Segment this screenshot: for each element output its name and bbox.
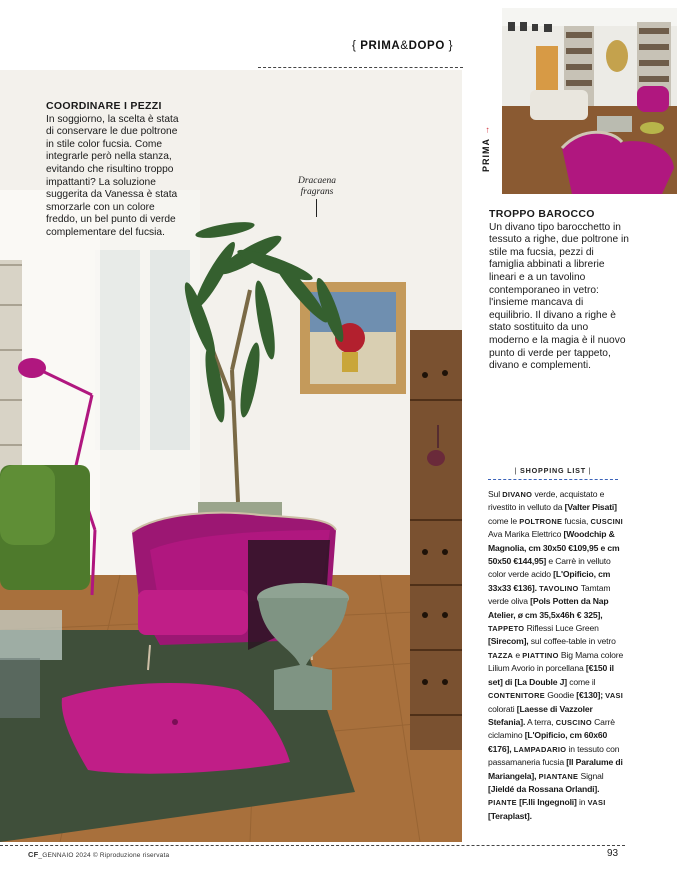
shopping-item-key: VASI bbox=[587, 798, 606, 808]
plant-label-line1: Dracaena bbox=[298, 176, 336, 186]
shopping-list-title: | SHOPPING LIST | bbox=[514, 466, 592, 475]
shopping-item-pre: Sul bbox=[488, 489, 503, 499]
shopping-item-key: PIATTINO bbox=[522, 650, 559, 660]
shopping-item-src: [Jieldé da Rossana Orlandi]. bbox=[488, 783, 600, 794]
shopping-list-item bbox=[488, 516, 590, 526]
shopping-item-src: [Pols Potten da Nap Atelier, ø cm 35,5x46h € 325], bbox=[488, 596, 609, 620]
shopping-item-key: CUSCINI bbox=[590, 516, 623, 526]
shopping-item-src: [F.lli Ingegnoli] bbox=[519, 797, 577, 808]
shopping-item-pre: sul coffee-table in vetro bbox=[528, 636, 616, 647]
shopping-item-src: [Il Paralume di Mariangela], bbox=[488, 757, 623, 781]
shopping-item-src: [Woodchip & Magnolia, cm 30x50 €109,95 e cm 50x50 €144,95] bbox=[488, 529, 620, 567]
shopping-item-text: Signal bbox=[578, 770, 604, 781]
shopping-item-src: [Valter Pisati] bbox=[564, 502, 617, 513]
shopping-item-text: Carrè ciclamino bbox=[488, 716, 615, 741]
shopping-item-key: CONTENITORE bbox=[488, 691, 545, 701]
plant-label bbox=[292, 176, 342, 198]
shopping-item-key: DIVANO bbox=[502, 490, 533, 499]
before-label bbox=[481, 125, 491, 172]
header-dopo: DOPO bbox=[408, 40, 445, 52]
shopping-item-key: TAVOLINO bbox=[539, 583, 579, 593]
plant-label-line2: fragrans bbox=[300, 187, 334, 197]
shopping-item-src: [L'Opificio, cm 60x60 €176], bbox=[488, 730, 608, 754]
shopping-item-pre: A terra, bbox=[525, 716, 556, 727]
page-number: 93 bbox=[607, 848, 619, 859]
shopping-item-key: TAZZA bbox=[488, 650, 514, 660]
shopping-item-key: VASI bbox=[605, 691, 624, 701]
main-caption-title: COORDINARE I PEZZI bbox=[46, 100, 162, 112]
shopping-item-key: CUSCINO bbox=[555, 717, 592, 727]
before-caption-title: TROPPO BAROCCO bbox=[489, 208, 595, 220]
shopping-item-key: TAPPETO bbox=[488, 624, 525, 634]
shopping-item-src: [Laesse di Vazzoler Stefania]. bbox=[488, 703, 593, 727]
shopping-item-text: Ava Marika Elettrico bbox=[488, 529, 564, 540]
before-photo bbox=[502, 8, 677, 194]
shopping-item-src: [Teraplast]. bbox=[488, 810, 532, 821]
shopping-item-text: fucsia, bbox=[562, 515, 591, 526]
shopping-item-key: LAMPADARIO bbox=[513, 744, 567, 754]
main-caption bbox=[46, 100, 186, 240]
shopping-item-pre: in bbox=[576, 797, 588, 808]
shopping-list-heading: SHOPPING LIST bbox=[520, 466, 586, 475]
shopping-item-text: in tessuto con passamaneria fucsia bbox=[488, 743, 620, 768]
shopping-list-item bbox=[488, 797, 577, 807]
shopping-item-text: Big Mama colore Lilium Avorio in porcellana bbox=[488, 649, 624, 674]
shopping-item-text: e bbox=[513, 649, 523, 660]
shopping-list-item bbox=[488, 489, 617, 512]
main-caption-body: In soggiorno, la scelta è stata di conservare le due poltrone in stile color fucsia. Come integrarle però nella stanza, evitando che risultino troppo impattanti? La soluzione suggerita da Vanessa è stata smorzarle con un colore freddo, un bel punto di verde complementare del fucsia. bbox=[46, 113, 179, 238]
shopping-list-body bbox=[488, 488, 624, 823]
header-brace-open: { bbox=[352, 40, 357, 52]
footer-issue: _GENNAIO 2024 bbox=[38, 852, 91, 859]
arrow-right-icon: → bbox=[481, 124, 491, 135]
shopping-item-text: Tamtam verde oliva bbox=[488, 582, 611, 607]
before-label-text: PRIMA bbox=[481, 138, 491, 172]
shopping-item-src: [L'Opificio, cm 33x33 €136]. bbox=[488, 569, 611, 593]
section-header bbox=[352, 40, 453, 52]
footer-credit bbox=[28, 850, 169, 859]
shopping-item-text: Goodie bbox=[544, 690, 577, 701]
shopping-item-src: [€150 il set] di [La Double J] bbox=[488, 663, 614, 687]
shopping-item-text: colorati bbox=[488, 703, 517, 714]
before-room-illustration bbox=[502, 8, 677, 194]
shopping-item-pre: come il bbox=[566, 676, 596, 687]
magazine-logo: CF bbox=[28, 850, 39, 859]
header-prima: PRIMA bbox=[360, 40, 401, 52]
plant-label-pointer bbox=[316, 199, 317, 217]
footer-divider bbox=[0, 845, 625, 846]
before-caption bbox=[489, 208, 629, 373]
header-brace-close: } bbox=[448, 40, 454, 52]
shopping-item-pre: come le bbox=[488, 515, 520, 526]
footer-rights: © Riproduzione riservata bbox=[90, 852, 170, 859]
shopping-list-divider bbox=[488, 479, 618, 480]
shopping-item-text: Riflessi Luce Green bbox=[524, 623, 599, 634]
shopping-item-key: POLTRONE bbox=[519, 516, 563, 526]
shopping-item-src: [€130]; bbox=[576, 690, 603, 701]
shopping-item-key: PIANTE bbox=[488, 798, 517, 808]
header-divider bbox=[258, 67, 463, 68]
shopping-item-text: verde, acquistato e rivestito in velluto da bbox=[488, 489, 605, 513]
header-ampersand: & bbox=[400, 40, 409, 52]
shopping-item-key: PIANTANE bbox=[538, 771, 579, 781]
shopping-item-src: [Sirecom], bbox=[488, 636, 529, 647]
shopping-item-pre: e Carrè in velluto color verde acido bbox=[488, 556, 611, 580]
before-caption-body: Un divano tipo barocchetto in tessuto a righe, due poltrone in stile ma fucsia, pezzi di famiglia abbinati a librerie lineari e a un tavolino contemporaneo in vetro: l'insieme mancava di equilibrio. Il divano a righe è stato sostituito da uno moderno e la magia è il nuovo punto di verde per tappeto, divano e complementi. bbox=[489, 221, 629, 372]
